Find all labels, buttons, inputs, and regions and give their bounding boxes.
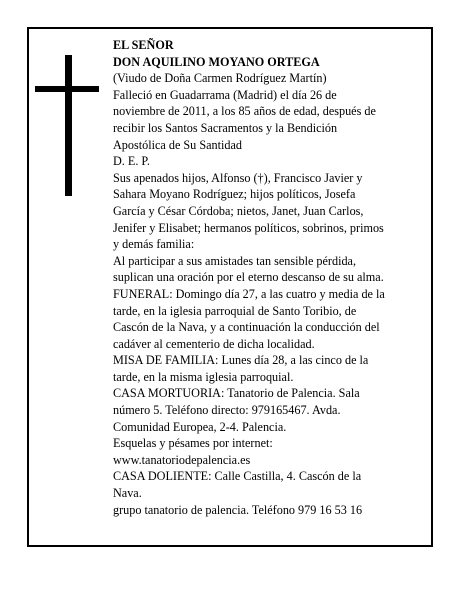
text-line: CASA MORTUORIA: Tanatorio de Palencia. Sala xyxy=(113,386,360,401)
text-line: D. E. P. xyxy=(113,154,150,169)
text-line: Jenifer y Elisabet; hermanos políticos, sobrinos, primos xyxy=(113,220,384,235)
text-line: FUNERAL: Domingo día 27, a las cuatro y media de la xyxy=(113,286,385,301)
text-line: cadáver al cementerio de dicha localidad. xyxy=(113,336,315,351)
website-line: www.tanatoriodepalencia.es xyxy=(113,452,251,467)
text-line: Apostólica de Su Santidad xyxy=(113,137,242,152)
text-line: (Viudo de Doña Carmen Rodríguez Martín) xyxy=(113,71,327,86)
text-line: Nava. xyxy=(113,486,142,501)
text-line: número 5. Teléfono directo: 979165467. Avda. xyxy=(113,403,341,418)
text-line: tarde, en la misma iglesia parroquial. xyxy=(113,369,294,384)
text-line: grupo tanatorio de palencia. Teléfono 979 16 53 16 xyxy=(113,502,363,517)
obituary-text xyxy=(113,37,431,518)
notice-title: EL SEÑOR xyxy=(113,38,174,52)
text-line: noviembre de 2011, a los 85 años de edad, después de xyxy=(113,104,376,119)
text-line: recibir los Santos Sacramentos y la Bendición xyxy=(113,120,338,135)
text-line: y demás familia: xyxy=(113,237,195,252)
text-line: Comunidad Europea, 2-4. Palencia. xyxy=(113,419,287,434)
deceased-name: DON AQUILINO MOYANO ORTEGA xyxy=(113,54,320,69)
text-line: MISA DE FAMILIA: Lunes día 28, a las cinco de la xyxy=(113,353,369,368)
text-line: suplican una oración por el eterno descanso de su alma. xyxy=(113,270,384,285)
text-line: Al participar a sus amistades tan sensible pérdida, xyxy=(113,253,357,268)
text-line: Cascón de la Nava, y a continuación la conducción del xyxy=(113,320,380,335)
text-line: CASA DOLIENTE: Calle Castilla, 4. Cascón de la xyxy=(113,469,362,484)
text-line: Falleció en Guadarrama (Madrid) el día 26 de xyxy=(113,87,337,102)
text-line: tarde, en la iglesia parroquial de Santo Toribio, de xyxy=(113,303,357,318)
text-line: Sus apenados hijos, Alfonso (†), Francisco Javier y xyxy=(113,170,363,185)
cross-horizontal-bar xyxy=(35,86,99,92)
text-line: García y César Córdoba; nietos, Janet, Juan Carlos, xyxy=(113,203,364,218)
text-line: Esquelas y pésames por internet: xyxy=(113,436,273,451)
cross-vertical-bar xyxy=(65,55,72,196)
text-line: Sahara Moyano Rodríguez; hijos políticos, Josefa xyxy=(113,187,356,202)
